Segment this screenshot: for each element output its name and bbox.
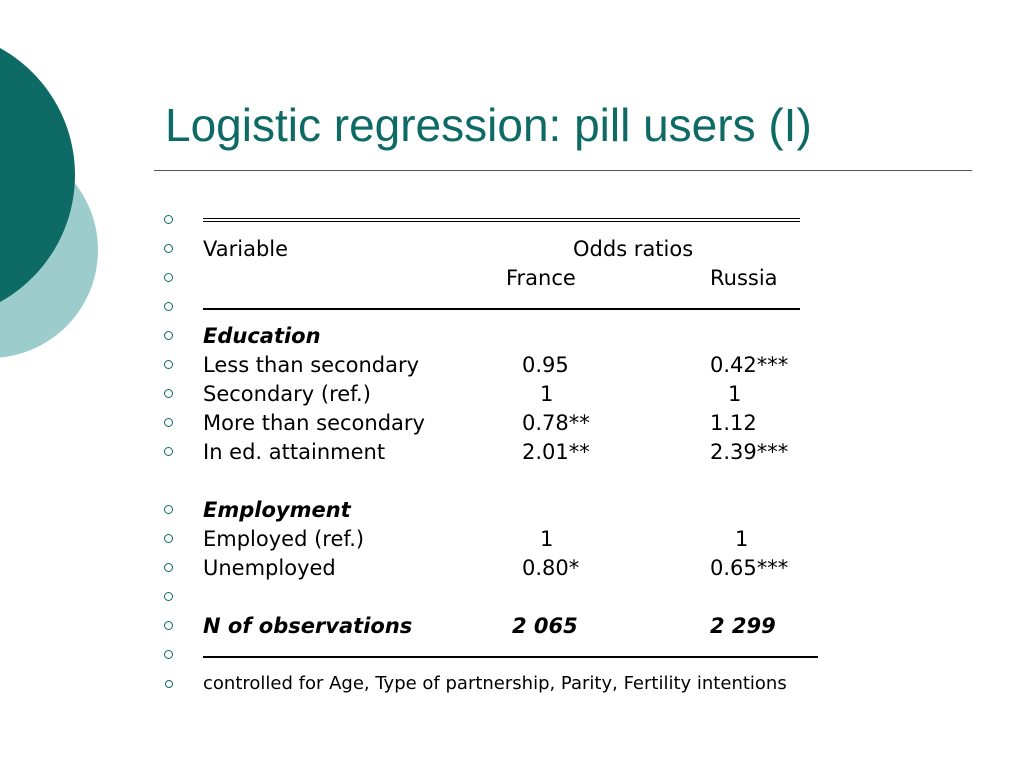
observations-russia: 2 299 xyxy=(710,614,776,638)
employment-label: Employment xyxy=(203,498,351,522)
row-variable: Less than secondary xyxy=(203,353,420,377)
employment-section-row xyxy=(0,498,1024,527)
bullet-icon xyxy=(165,680,173,688)
table-row xyxy=(0,556,1024,585)
table-row xyxy=(0,411,1024,440)
control-variables-note: controlled for Age, Type of partnership, Parity, Fertility intentions xyxy=(203,673,787,694)
header-rule-row xyxy=(0,295,1024,324)
bullet-icon xyxy=(164,592,173,601)
bullet-icon xyxy=(164,650,173,659)
row-russia-value: 1 xyxy=(735,527,749,551)
row-russia-value: 0.42*** xyxy=(710,353,789,377)
header-row-variable xyxy=(0,237,1024,266)
header-odds-ratios: Odds ratios xyxy=(573,237,694,261)
bullet-icon xyxy=(164,360,173,369)
row-france-value: 0.78** xyxy=(522,411,590,435)
row-russia-value: 1.12 xyxy=(710,411,757,435)
bullet-icon xyxy=(164,302,173,311)
observations-row xyxy=(0,614,1024,643)
row-france-value: 0.80* xyxy=(522,556,580,580)
observations-france: 2 065 xyxy=(512,614,578,638)
bullet-icon xyxy=(164,447,173,456)
table-top-rule-row xyxy=(0,208,1024,237)
row-france-value: 0.95 xyxy=(522,353,569,377)
row-russia-value: 1 xyxy=(728,382,742,406)
bullet-icon xyxy=(164,505,173,514)
note-row xyxy=(0,672,1024,701)
bullet-icon xyxy=(164,389,173,398)
slide-title: Logistic regression: pill users (I) xyxy=(165,99,812,151)
table-row xyxy=(0,353,1024,382)
row-variable: Secondary (ref.) xyxy=(203,382,371,406)
row-france-value: 1 xyxy=(540,382,554,406)
bullet-icon xyxy=(164,563,173,572)
bullet-icon xyxy=(164,418,173,427)
education-section-row xyxy=(0,324,1024,353)
table-row xyxy=(0,382,1024,411)
double-rule xyxy=(203,218,800,222)
row-variable: In ed. attainment xyxy=(203,440,386,464)
table-row xyxy=(0,527,1024,556)
observations-label: N of observations xyxy=(203,614,413,638)
bullet-icon xyxy=(164,621,173,630)
row-variable: Employed (ref.) xyxy=(203,527,365,551)
single-rule xyxy=(203,308,800,310)
bottom-rule-row xyxy=(0,643,1024,672)
bullet-icon xyxy=(164,273,173,282)
table-row xyxy=(0,440,1024,469)
bullet-icon xyxy=(164,215,173,224)
row-france-value: 1 xyxy=(540,527,554,551)
bullet-icon xyxy=(164,331,173,340)
single-rule xyxy=(203,656,818,658)
bullet-icon xyxy=(164,244,173,253)
education-label: Education xyxy=(203,324,321,348)
row-russia-value: 0.65*** xyxy=(710,556,789,580)
row-russia-value: 2.39*** xyxy=(710,440,789,464)
header-variable: Variable xyxy=(203,237,289,261)
empty-row xyxy=(0,585,1024,614)
bullet-icon xyxy=(164,534,173,543)
header-france: France xyxy=(506,266,576,290)
row-variable: Unemployed xyxy=(203,556,336,580)
header-row-countries xyxy=(0,266,1024,295)
header-russia: Russia xyxy=(710,266,778,290)
row-france-value: 2.01** xyxy=(522,440,590,464)
row-variable: More than secondary xyxy=(203,411,425,435)
